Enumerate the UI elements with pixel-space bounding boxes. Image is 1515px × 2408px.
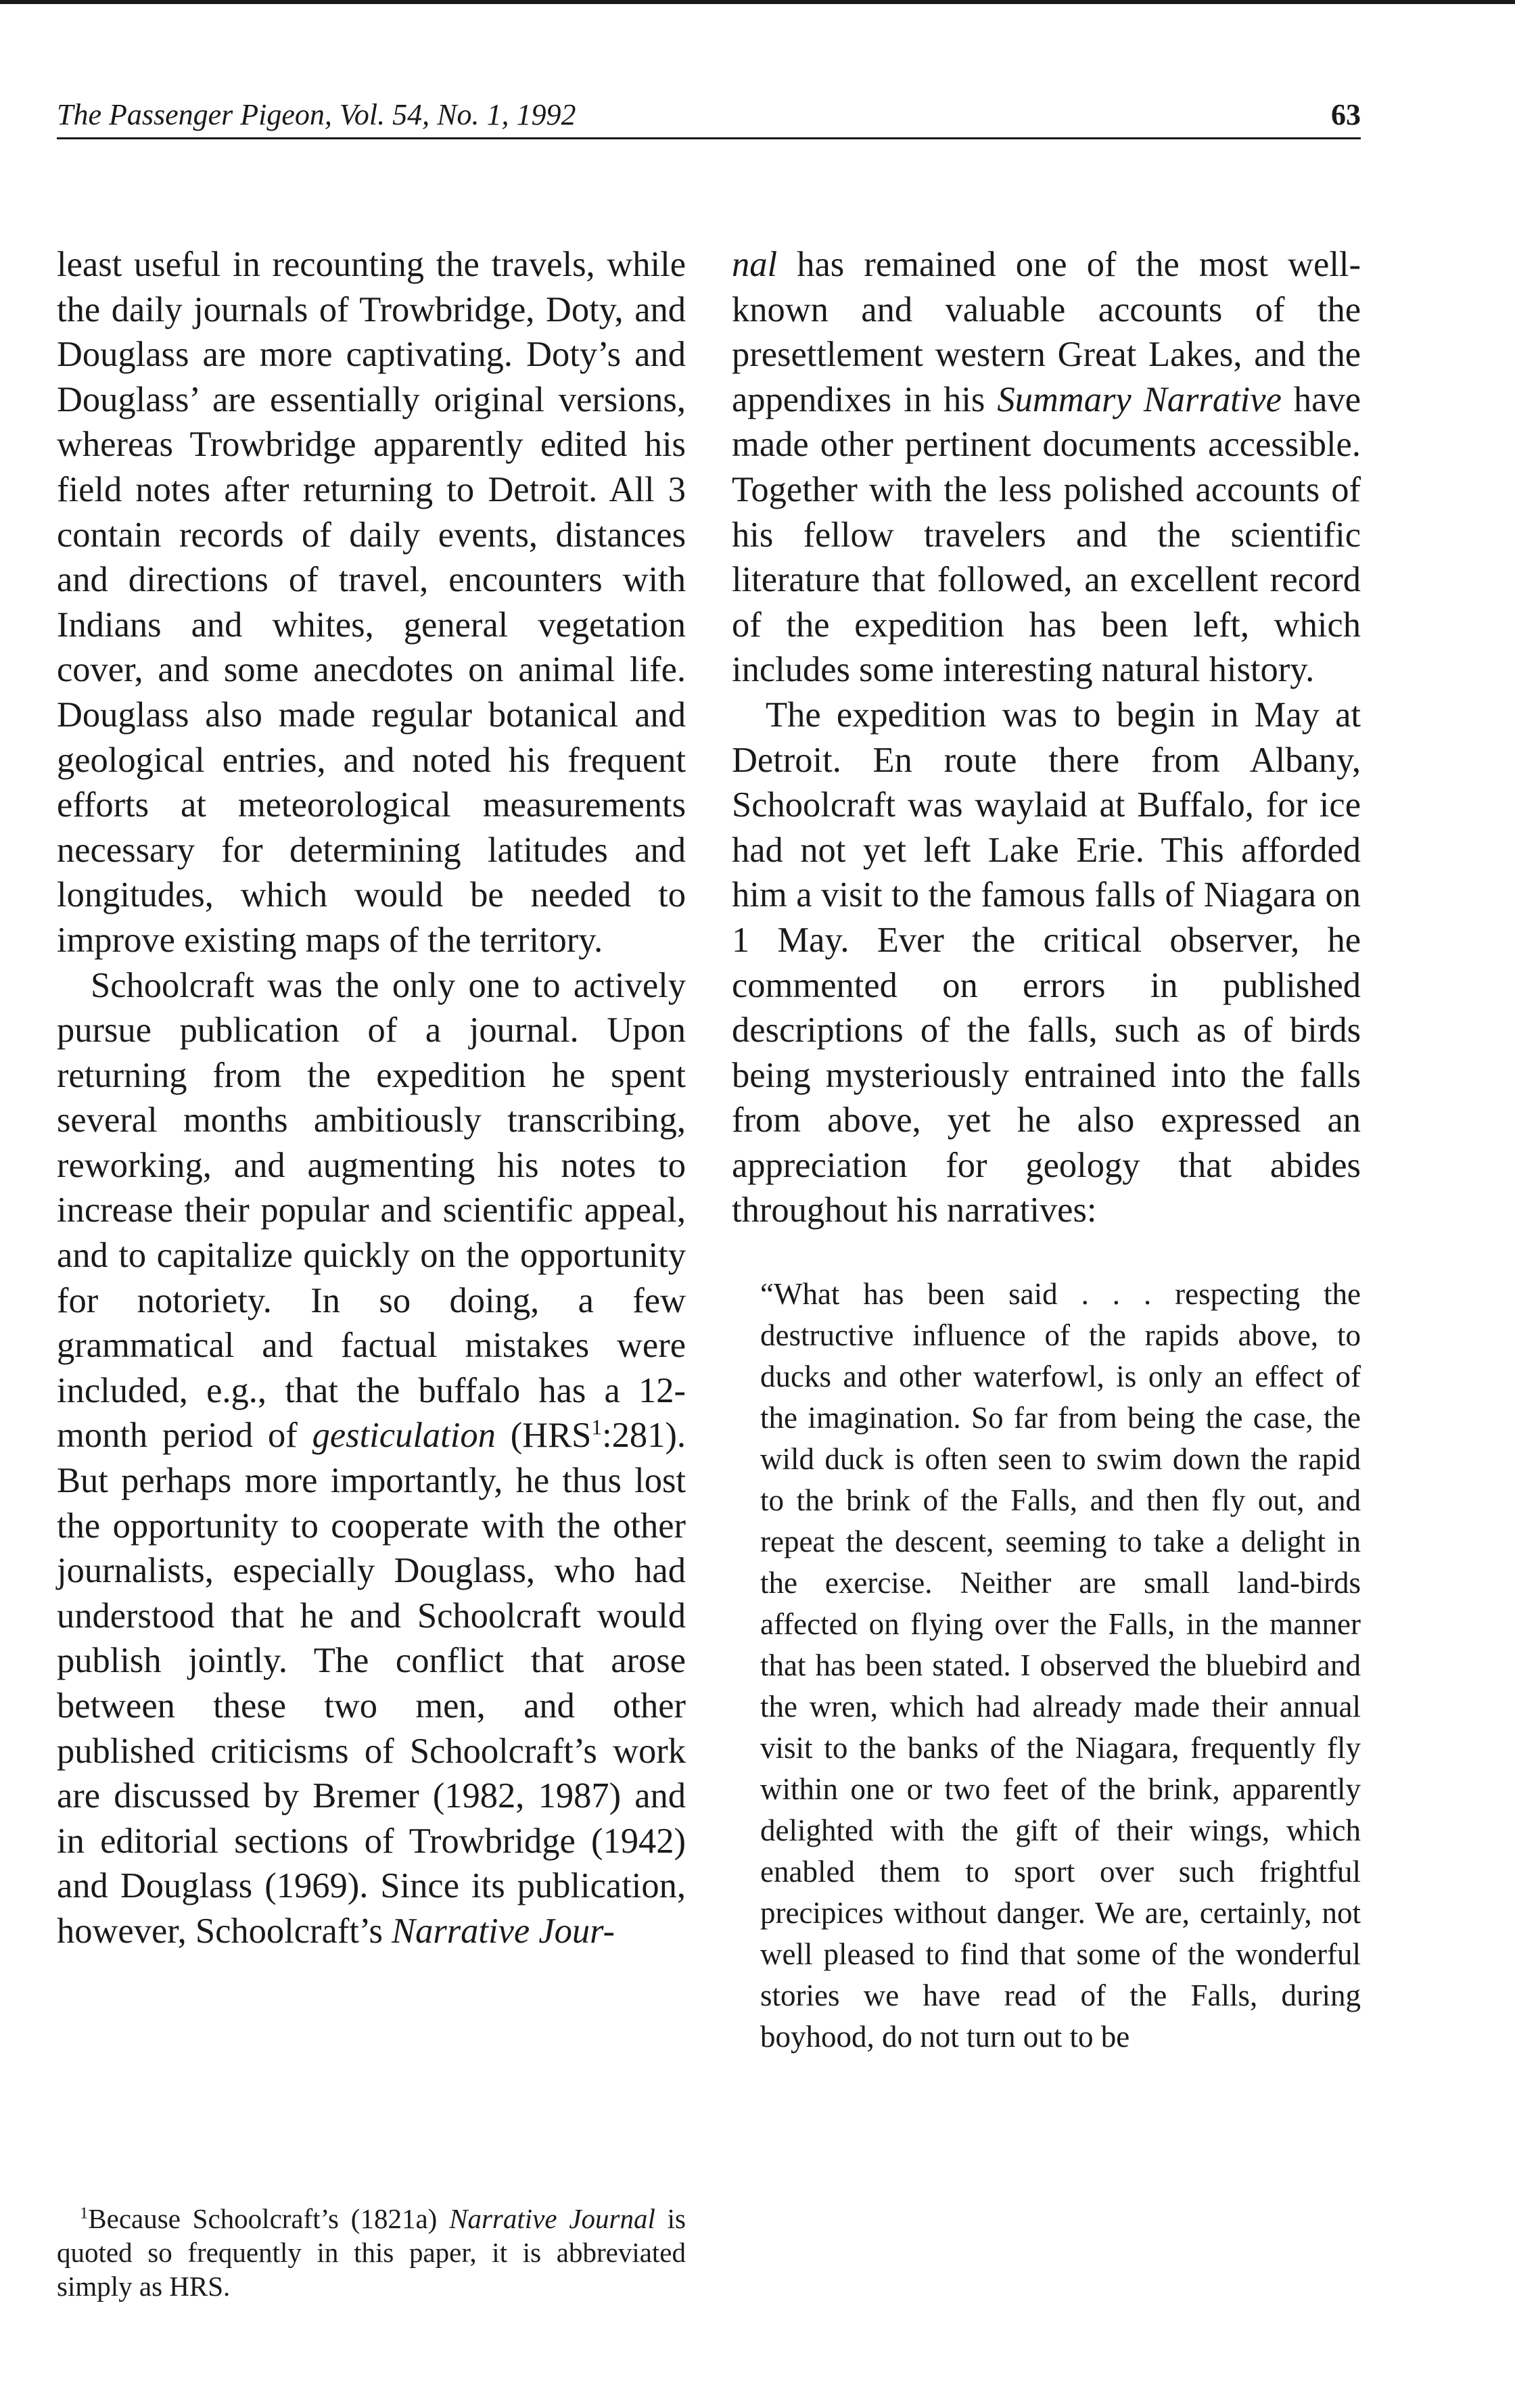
term-gesticulation: gesticulation bbox=[312, 1416, 496, 1456]
journal-citation: The Passenger Pigeon, Vol. 54, No. 1, 1992 bbox=[57, 98, 576, 131]
page-number: 63 bbox=[1331, 98, 1361, 131]
running-header bbox=[57, 95, 1361, 149]
left-paragraph-1: least useful in recounting the travels, while the daily journals of Trowbridge, Doty, and Douglass are more captivating. Doty’s and Douglass’ are essentially original versions, whereas Trowbridge apparently edited his field notes after returning to Detroit. All 3 contain records of daily events, distances and directions of travel, encounters with Indians and whites, general vegetation cover, and some anecdotes on animal life. Douglass also made regular botanical and geological entries, and noted his frequent efforts at meteorological measurements necessary for determining latitudes and longitudes, which would be needed to improve existing maps of the territory. bbox=[57, 245, 686, 960]
footnote-ref: 1 bbox=[591, 1415, 603, 1439]
top-border bbox=[0, 0, 1515, 4]
right-paragraph-2: The expedition was to begin in May at Detroit. En route there from Albany, Schoolcraft was waylaid at Buffalo, for ice had not yet left Lake Erie. This afforded him a visit to the famous falls of Niagara on 1 May. Ever the critical observer, he commented on errors in published descriptions of the falls, such as of birds being mysteriously entrained into the falls from above, yet he also expressed an appreciation for geology that abides throughout his narratives: bbox=[732, 695, 1361, 1230]
right-column bbox=[732, 242, 1361, 2058]
footnote: $^1$Because Schoolcraft’s (1821a) Narrative Journal is quoted so frequently in this paper, it is abbreviated simply as HRS. bbox=[57, 2203, 686, 2302]
header-rule bbox=[57, 137, 1361, 139]
title-narrative-journal: Narrative Jour- bbox=[392, 1911, 615, 1951]
title-summary-narrative: Summary Narrative bbox=[997, 379, 1282, 419]
left-column bbox=[57, 242, 686, 1954]
left-paragraph-2: Schoolcraft was the only one to actively pursue publication of a journal. Upon returning from the expedition he spent several months ambitiously transcribing, reworking, and augmenting his notes to increase their popular and scientific appeal, and to capitalize quickly on the opportunity for notoriety. In so doing, a few grammatical and factual mistakes were included, e.g., that the buffalo has a 12-month period of gesticulation (HRS$^1$:281). But perhaps more importantly, he thus lost the opportunity to cooperate with the other journalists, especially Douglass, who had understood that he and Schoolcraft would publish jointly. The conflict that arose between these two men, and other published criticisms of Schoolcraft’s work are discussed by Bremer (1982, 1987) and in editorial sections of Trowbridge (1942) and Douglass (1969). Since its publication, however, Schoolcraft’s Narrative Jour- bbox=[57, 965, 686, 1951]
block-quote: “What has been said . . . respecting the destructive influence of the rapids above, to ducks and other waterfowl, is only an effect of the imagination. So far from being the case, the wild duck is often seen to swim down the rapid to the brink of the Falls, and then fly out, and repeat the descent, seeming to take a delight in the exercise. Neither are small land-birds affected on flying over the Falls, in the manner that has been stated. I observed the bluebird and the wren, which had already made their annual visit to the banks of the Niagara, frequently fly within one or two feet of the brink, apparently delighted with the gift of their wings, which enabled them to sport over such frightful precipices without danger. We are, certainly, not well pleased to find that some of the wonderful stories we have read of the Falls, during boyhood, do not turn out to be bbox=[760, 1277, 1361, 2054]
footnote-marker: 1 bbox=[80, 2204, 89, 2223]
right-paragraph-1: nal has remained one of the most well-known and valuable accounts of the presettlement western Great Lakes, and the appendixes in his Summary Narrative have made other pertinent documents accessible. Together with the less polished accounts of his fellow travelers and the scientific literature that followed, an excellent record of the expedition has been left, which includes some interesting natural history. bbox=[732, 245, 1361, 690]
